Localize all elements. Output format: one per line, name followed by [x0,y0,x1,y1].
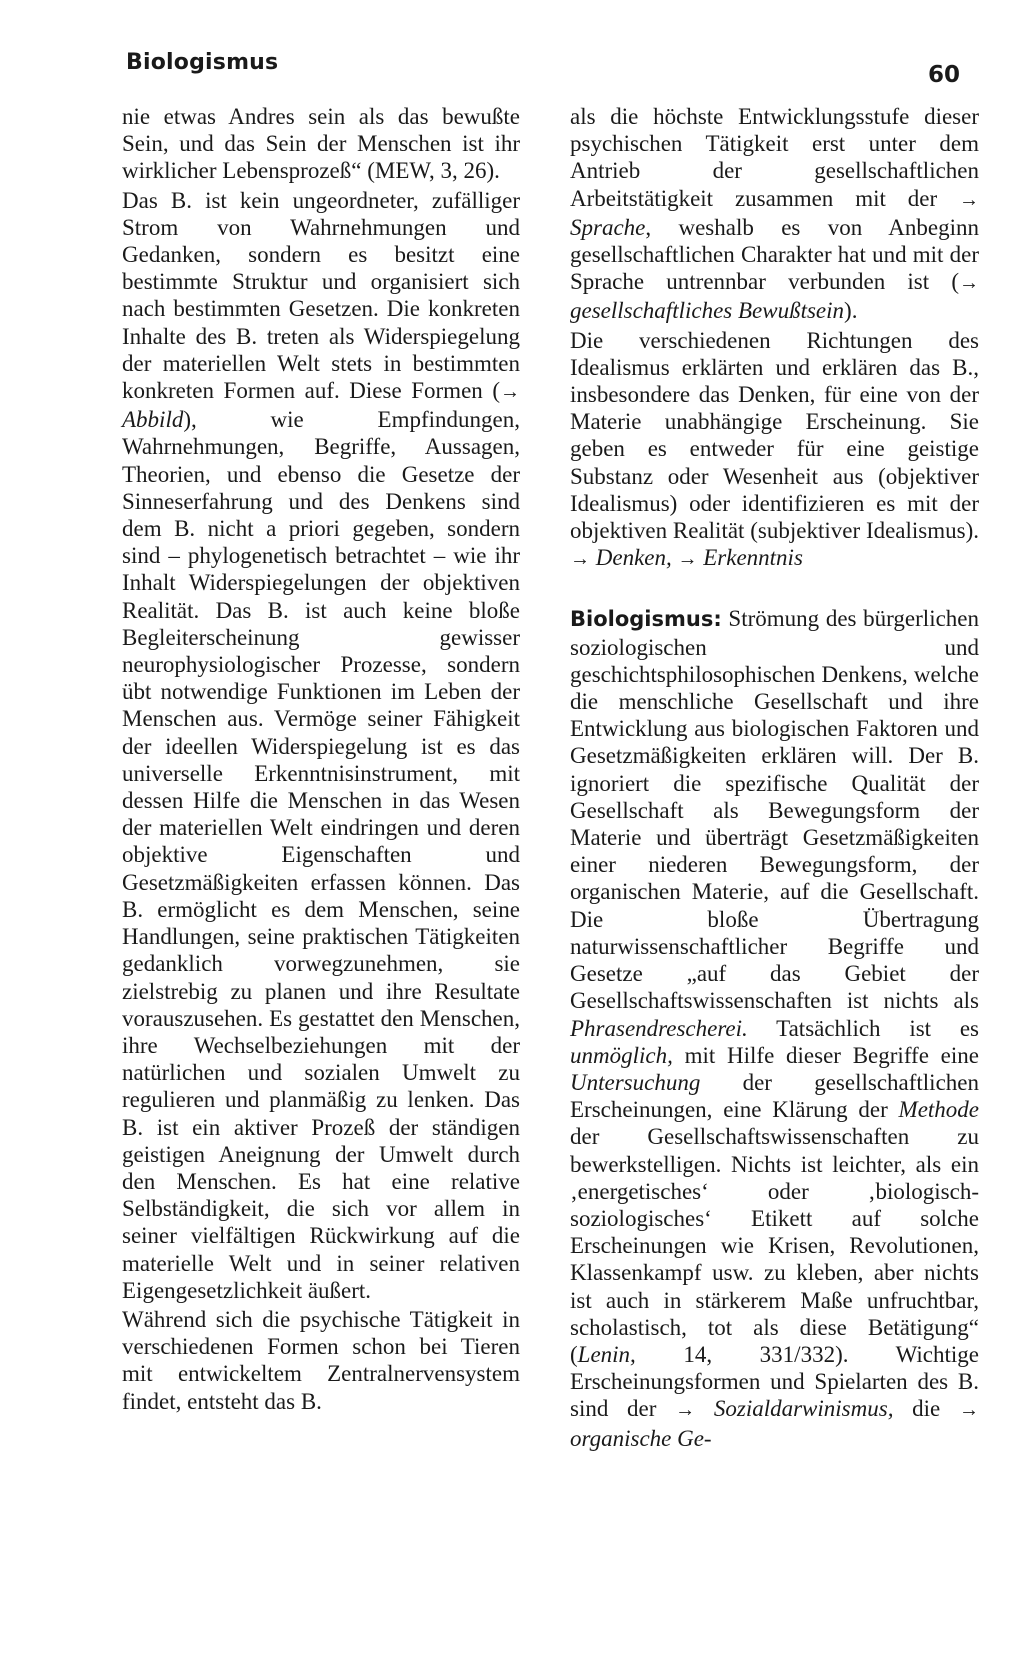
paragraph-text: ). [844,298,858,324]
emphasis-author: Lenin, [577,1341,636,1367]
emphasis: unmöglich, [570,1042,673,1068]
paragraph [122,187,520,1304]
cross-reference-sprache[interactable]: Sprache [570,214,646,240]
paragraph [570,327,979,574]
entry-text: der gesellschaftlichen Erscheinungen, eine Klärung der [570,1069,979,1123]
paragraph-text: Die verschiedenen Richtungen des Idealismus erklärten und erklären das B., insbesondere das Denken, für eine von der Materie unabhängige Erscheinung. Sie geben es entweder für eine geistige Substanz oder Wesenheit aus (objektiver Idealismus) oder identifizieren es mit der objektiven Realität (subjektiver Idealismus). [570,327,979,544]
paragraph-text: Während sich die psychische Tätigkeit in verschiedenen Formen schon bei Tieren mit entwickeltem Zentralnervensystem findet, entsteht das B. [122,1306,520,1414]
paragraph-text: Das B. ist kein ungeordneter, zufälliger Strom von Wahrnehmungen und Gedanken, sondern es besitzt eine bestimmte Struktur und organisiert sich nach bestimmten Gesetzen. Die konkreten Inhalte des B. treten als Widerspiegelung der materiellen Welt stets in bestimmten konkreten Formen auf. Diese Formen ( [122,187,520,404]
cross-reference-arrow-icon: → [675,1399,696,1422]
cross-reference-erkenntnis[interactable]: Erkenntnis [703,545,803,571]
paragraph [570,103,979,325]
right-column [570,103,979,1452]
paragraph [122,1306,520,1415]
cross-reference-denken[interactable]: Denken, [595,545,672,571]
dictionary-entry [570,605,979,1451]
cross-reference-arrow-icon: → [959,188,979,211]
cross-reference-arrow-icon: → [677,548,698,571]
paragraph-text: nie etwas Andres sein als das bewußte Sein, und das Sein der Menschen ist ihr wirklicher Lebensprozeß“ (MEW, 3, 26). [122,104,520,184]
entry-text: Strömung des bürgerlichen soziologischen und geschichtsphilosophischen Denkens, welche die menschliche Gesellschaft und ihre Entwicklung aus biologischen Faktoren und Gesetzmäßigkeiten erklären will. Der B. ignoriert die spezifische Qualität der Gesellschaft als Bewegungsform der Materie und überträgt Gesetzmäßigkeiten einer niederen Bewegungsform, der organischen Materie, auf die Gesellschaft. Die bloße Übertragung naturwissenschaftlicher Begriffe und Gesetze „auf das Gebiet der Gesellschaftswissenschaften ist nichts als [570,606,979,1014]
cross-reference-arrow-icon: → [570,548,590,571]
cross-reference-arrow-icon: → [959,1399,979,1422]
entry-text: der Gesellschaftswissenschaften zu bewerkstelligen. Nichts ist leichter, als ein ‚energetisches‘ oder ‚biologisch-soziologisches‘ Etikett auf solche Erscheinungen wie Krisen, Revolutionen, Klassenkampf usw. zu kleben, aber nichts ist auch in stärkerem Maße unfruchtbar, scholastisch, tot als diese Betätigung“ ( [570,1124,979,1367]
entry-text: mit Hilfe dieser Begriffe eine [672,1042,979,1068]
entry-text: 14, 331/332). Wichtige Erscheinungsformen und Spielarten des B. sind der [570,1341,979,1422]
entry-text: die [893,1396,959,1422]
paragraph-text: ), wie Empfindungen, Wahrnehmungen, Begriffe, Aussagen, Theorien, und ebenso die Gesetze der Sinneserfahrung und des Denkens sind dem B. nicht a priori gegeben, sondern sind – phylogenetisch betrachtet – wie ihr Inhalt Widerspiegelungen der objektiven Realität. Das B. ist auch keine bloße Begleiterscheinung gewisser neurophysiologischer Prozesse, sondern übt notwendige Funktionen im Leben der Menschen aus. Vermöge seiner Fähigkeit der ideellen Widerspiegelung ist es das universelle Erkenntnisinstrument, mit dessen Hilfe die Menschen in das Wesen der materiellen Welt eindringen und deren objektive Eigenschaften und Gesetzmäßigkeiten erfassen können. Das B. ermöglicht es dem Menschen, seine Handlungen, seine praktischen Tätigkeiten gedanklich vorwegzunehmen, sie zielstrebig zu planen und ihre Resultate vorauszusehen. Es gestattet den Menschen, ihre Wechselbeziehungen mit der natürlichen und sozialen Umwelt zu regulieren und planmäßig zu lenken. Das B. ist ein aktiver Prozeß der ständigen geistigen Aneignung der Umwelt durch den Menschen. Es hat eine relative Selbständigkeit, die sich vor allem in seiner vielfältigen Rückwirkung auf die materielle Welt und in seiner relativen Eigengesetzlichkeit äußert. [122,407,520,1303]
emphasis: Methode [898,1097,979,1123]
running-head: Biologismus [126,50,279,75]
emphasis: Phrasendrescherei. [570,1015,748,1041]
entry-headword: Biologismus: [570,607,722,632]
paragraph-text: als die höchste Entwicklungsstufe dieser psychischen Tätigkeit erst unter dem Antrieb der gesellschaftlichen Arbeitstätigkeit zusammen mit der [570,104,979,211]
entry-text: Tatsächlich ist es [747,1015,979,1041]
emphasis: Untersuchung [570,1069,701,1095]
cross-reference-organische-gesellschaftstheorie[interactable]: organische Ge- [570,1425,712,1451]
paragraph [122,103,520,185]
paragraph-text: , weshalb es von Anbeginn gesellschaftlichen Charakter hat und mit der Sprache untrennbar verbunden ist ( [570,214,979,295]
cross-reference-arrow-icon: → [500,381,520,404]
cross-reference-gesellschaftliches-bewusstsein[interactable]: gesellschaftliches Bewußtsein [570,298,845,324]
cross-reference-arrow-icon: → [959,272,979,295]
cross-reference-sozialdarwinismus[interactable]: Sozialdarwinismus, [713,1396,894,1422]
cross-reference-abbild[interactable]: Abbild [122,407,184,433]
page-number: 60 [927,62,960,88]
left-column [122,103,520,1415]
